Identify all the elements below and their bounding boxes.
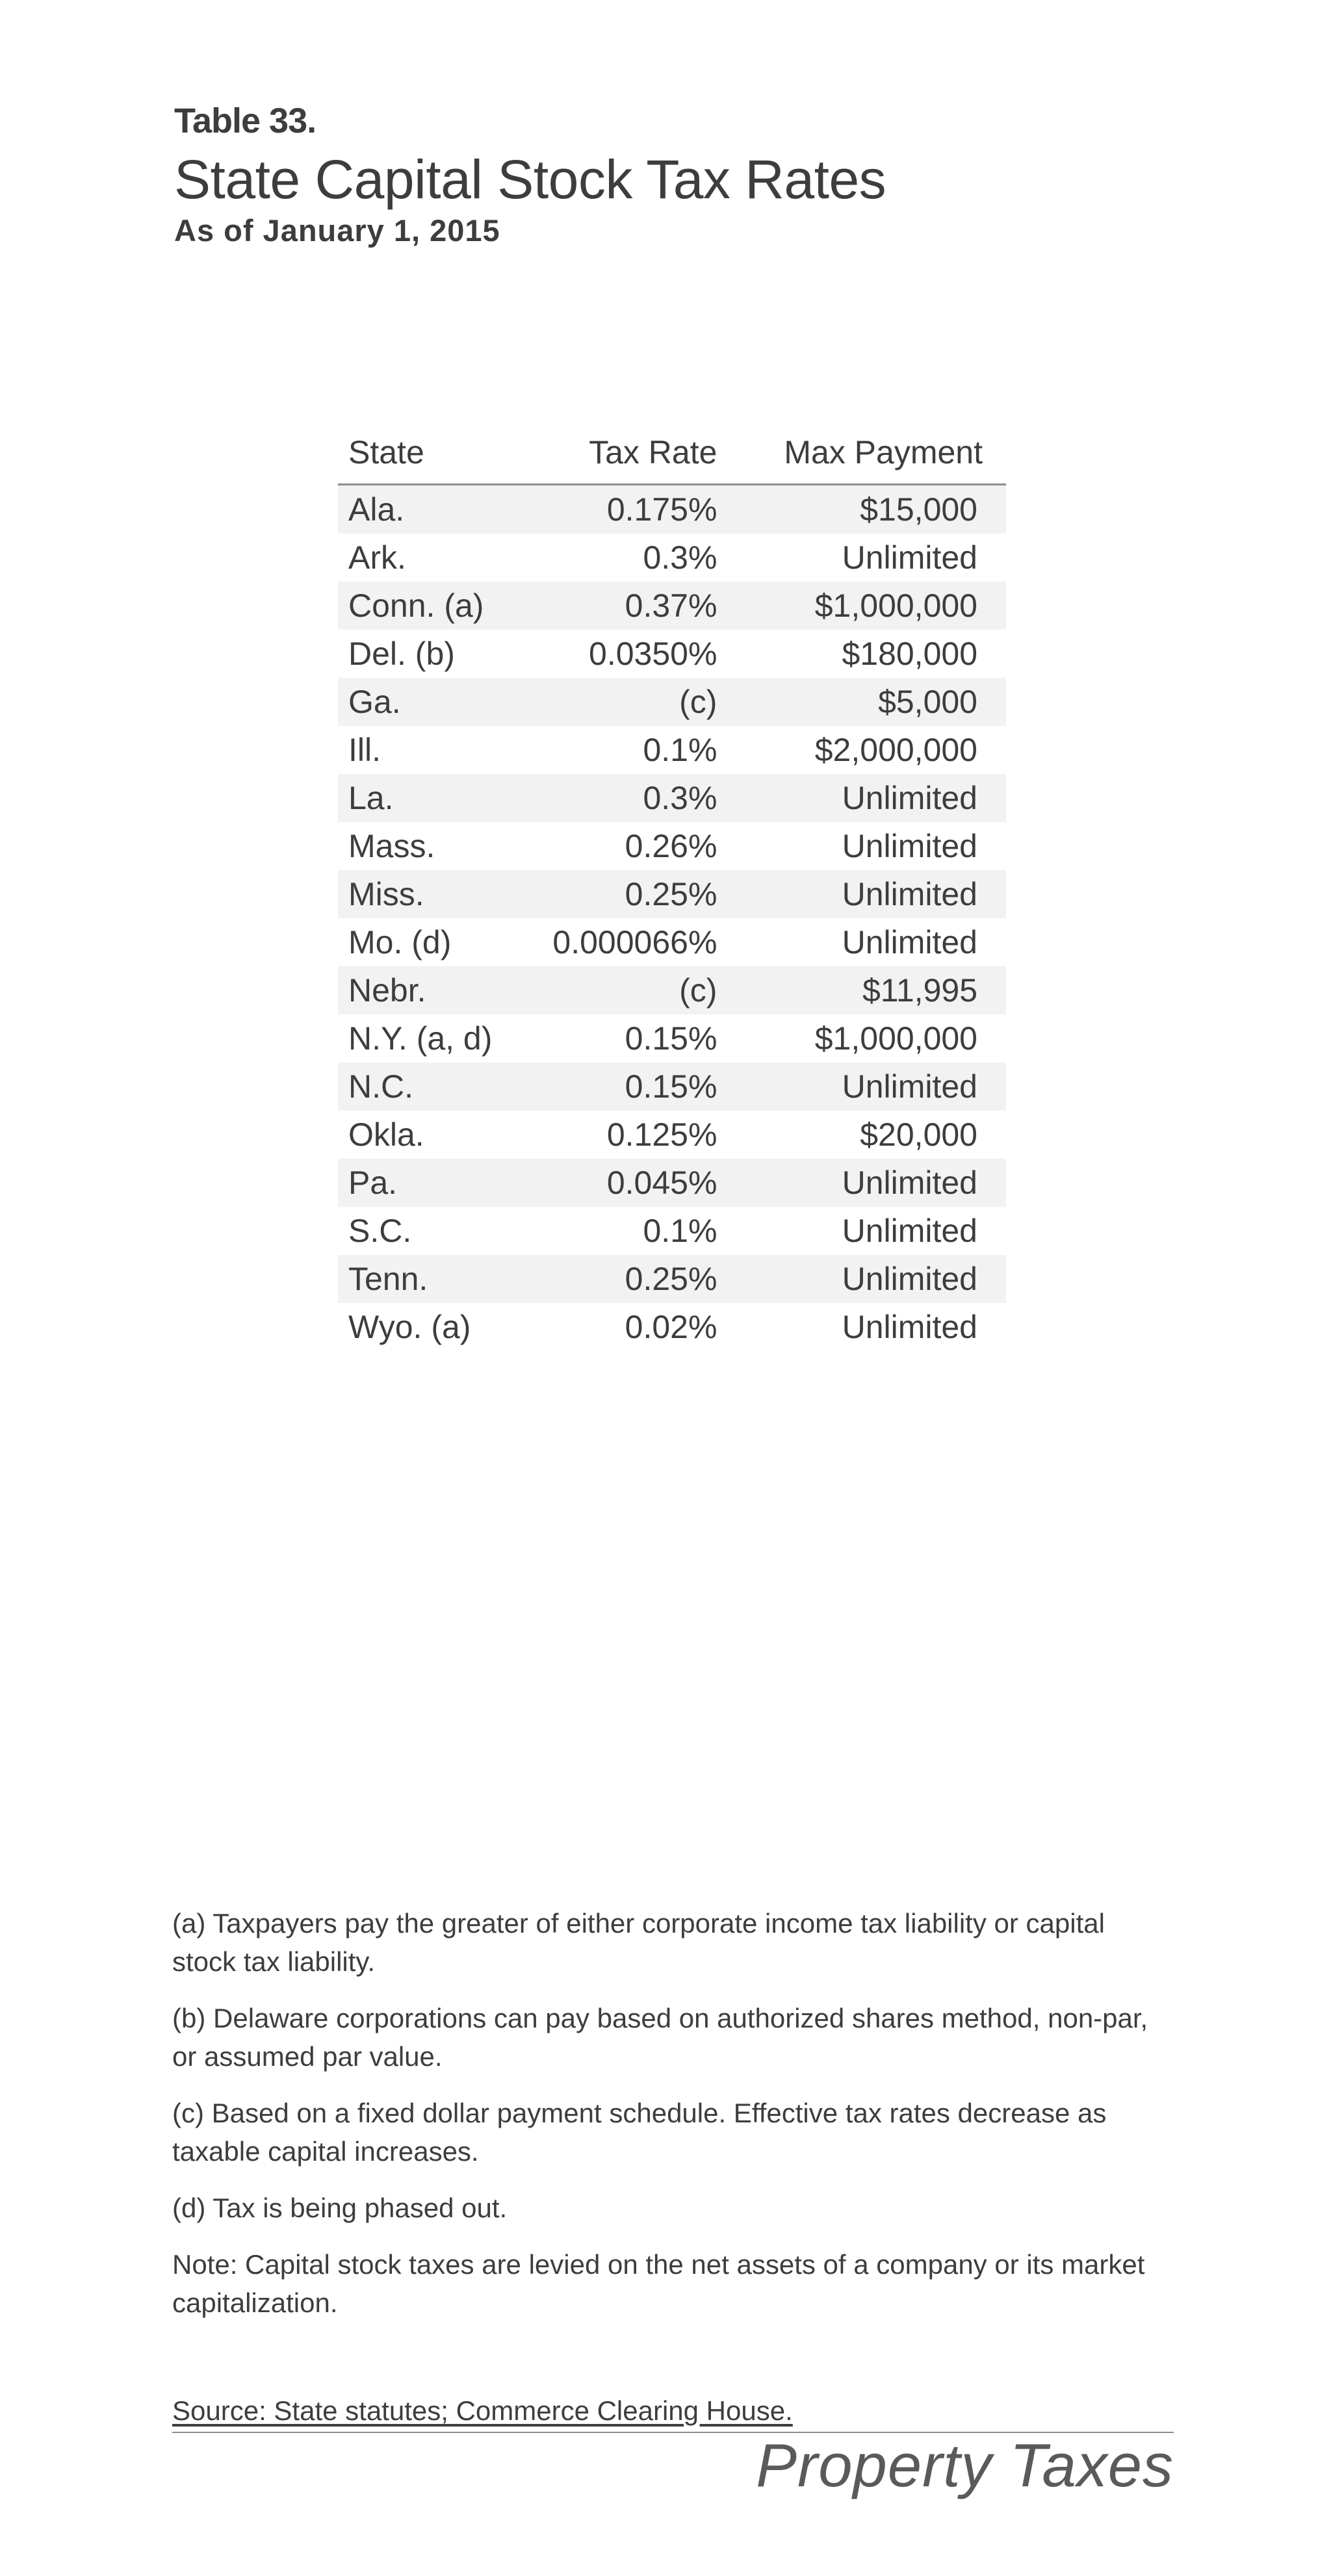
cell-state: N.C. bbox=[338, 1063, 521, 1111]
table-row bbox=[338, 726, 1006, 774]
cell-tax-rate: 0.3% bbox=[643, 539, 717, 576]
cell-max-payment: Unlimited bbox=[842, 828, 977, 864]
cell-max-payment: Unlimited bbox=[727, 774, 1006, 822]
cell-max-payment: $20,000 bbox=[860, 1116, 977, 1153]
cell-state: Tenn. bbox=[338, 1255, 521, 1303]
cell-max-payment: $1,000,000 bbox=[727, 582, 1006, 630]
cell-tax-rate: 0.0350% bbox=[589, 636, 717, 672]
footnote: (c) Based on a fixed dollar payment schedule. Effective tax rates decrease as taxable capital increases. bbox=[172, 2098, 1107, 2167]
cell-state: Okla. bbox=[348, 1116, 424, 1153]
cell-max-payment: Unlimited bbox=[842, 924, 977, 960]
cell-state: Del. (b) bbox=[348, 636, 455, 672]
table-row bbox=[338, 870, 1006, 918]
column-header-tax-rate: Tax Rate bbox=[521, 421, 728, 485]
cell-tax-rate: 0.1% bbox=[643, 732, 717, 768]
cell-tax-rate: 0.000066% bbox=[552, 924, 717, 960]
table-row bbox=[338, 822, 1006, 870]
table-row bbox=[338, 534, 1006, 582]
cell-tax-rate: 0.3% bbox=[521, 774, 728, 822]
source-note: Source: State statutes; Commerce Clearing House. bbox=[172, 2395, 793, 2426]
cell-state: Mass. bbox=[348, 828, 435, 864]
table-body bbox=[338, 485, 1006, 1352]
cell-tax-rate: 0.15% bbox=[625, 1020, 717, 1057]
cell-max-payment: $11,995 bbox=[727, 966, 1006, 1014]
cell-tax-rate: (c) bbox=[521, 678, 728, 726]
cell-max-payment: Unlimited bbox=[842, 539, 977, 576]
table-row bbox=[338, 1255, 1006, 1303]
table-row bbox=[338, 918, 1006, 966]
table-row bbox=[338, 1111, 1006, 1159]
table-row bbox=[338, 1014, 1006, 1063]
table-header-row bbox=[338, 421, 1006, 485]
cell-tax-rate: 0.26% bbox=[625, 828, 717, 864]
cell-max-payment: Unlimited bbox=[727, 1255, 1006, 1303]
cell-tax-rate: 0.175% bbox=[521, 485, 728, 534]
cell-tax-rate: 0.25% bbox=[521, 1255, 728, 1303]
table-row bbox=[338, 678, 1006, 726]
cell-max-payment: Unlimited bbox=[842, 1309, 977, 1345]
cell-state: Ark. bbox=[348, 539, 406, 576]
cell-state: Pa. bbox=[338, 1159, 521, 1207]
cell-state: Conn. (a) bbox=[338, 582, 521, 630]
cell-state: N.Y. (a, d) bbox=[348, 1020, 493, 1057]
table-header bbox=[338, 421, 1006, 485]
cell-tax-rate: (c) bbox=[521, 966, 728, 1014]
cell-max-payment: $5,000 bbox=[727, 678, 1006, 726]
cell-state: Ga. bbox=[338, 678, 521, 726]
footer-section-title: Property Taxes bbox=[756, 2431, 1174, 2499]
cell-state: La. bbox=[338, 774, 521, 822]
cell-max-payment: Unlimited bbox=[727, 1063, 1006, 1111]
table-row bbox=[338, 630, 1006, 678]
page-title: State Capital Stock Tax Rates bbox=[174, 149, 886, 210]
table-row bbox=[338, 1063, 1006, 1111]
tax-rate-table bbox=[338, 421, 1006, 1351]
cell-tax-rate: 0.15% bbox=[521, 1063, 728, 1111]
table-row bbox=[338, 582, 1006, 630]
cell-tax-rate: 0.37% bbox=[521, 582, 728, 630]
cell-max-payment: Unlimited bbox=[727, 1159, 1006, 1207]
table-row bbox=[338, 1159, 1006, 1207]
cell-max-payment: $1,000,000 bbox=[814, 1020, 977, 1057]
cell-tax-rate: 0.25% bbox=[521, 870, 728, 918]
table-row bbox=[338, 485, 1006, 534]
footnote: (d) Tax is being phased out. bbox=[172, 2193, 508, 2223]
cell-state: Mo. (d) bbox=[348, 924, 452, 960]
page-subtitle: As of January 1, 2015 bbox=[174, 213, 500, 248]
cell-max-payment: $15,000 bbox=[727, 485, 1006, 534]
table-row bbox=[338, 1303, 1006, 1351]
cell-state: Miss. bbox=[338, 870, 521, 918]
cell-state: Ill. bbox=[348, 732, 381, 768]
cell-max-payment: $180,000 bbox=[842, 636, 977, 672]
cell-tax-rate: 0.1% bbox=[643, 1213, 717, 1249]
footnote: (b) Delaware corporations can pay based on authorized shares method, non-par, or assumed par value. bbox=[172, 2003, 1148, 2072]
cell-tax-rate: 0.02% bbox=[625, 1309, 717, 1345]
cell-max-payment: $2,000,000 bbox=[814, 732, 977, 768]
notes-section bbox=[172, 1904, 1173, 2340]
cell-max-payment: Unlimited bbox=[842, 1213, 977, 1249]
cell-state: Nebr. bbox=[338, 966, 521, 1014]
column-header-state: State bbox=[338, 421, 521, 485]
column-header-max-payment: Max Payment bbox=[727, 421, 1006, 485]
cell-state: Wyo. (a) bbox=[348, 1309, 471, 1345]
table-row bbox=[338, 966, 1006, 1014]
footnote: Note: Capital stock taxes are levied on the net assets of a company or its market capitalization. bbox=[172, 2249, 1145, 2318]
cell-max-payment: Unlimited bbox=[727, 870, 1006, 918]
table-number: Table 33. bbox=[174, 101, 317, 140]
footnote: (a) Taxpayers pay the greater of either corporate income tax liability or capital stock tax liability. bbox=[172, 1908, 1105, 1977]
table-row bbox=[338, 1207, 1006, 1255]
table-row bbox=[338, 774, 1006, 822]
cell-state: S.C. bbox=[348, 1213, 412, 1249]
cell-state: Ala. bbox=[338, 485, 521, 534]
cell-tax-rate: 0.125% bbox=[606, 1116, 717, 1153]
cell-tax-rate: 0.045% bbox=[521, 1159, 728, 1207]
